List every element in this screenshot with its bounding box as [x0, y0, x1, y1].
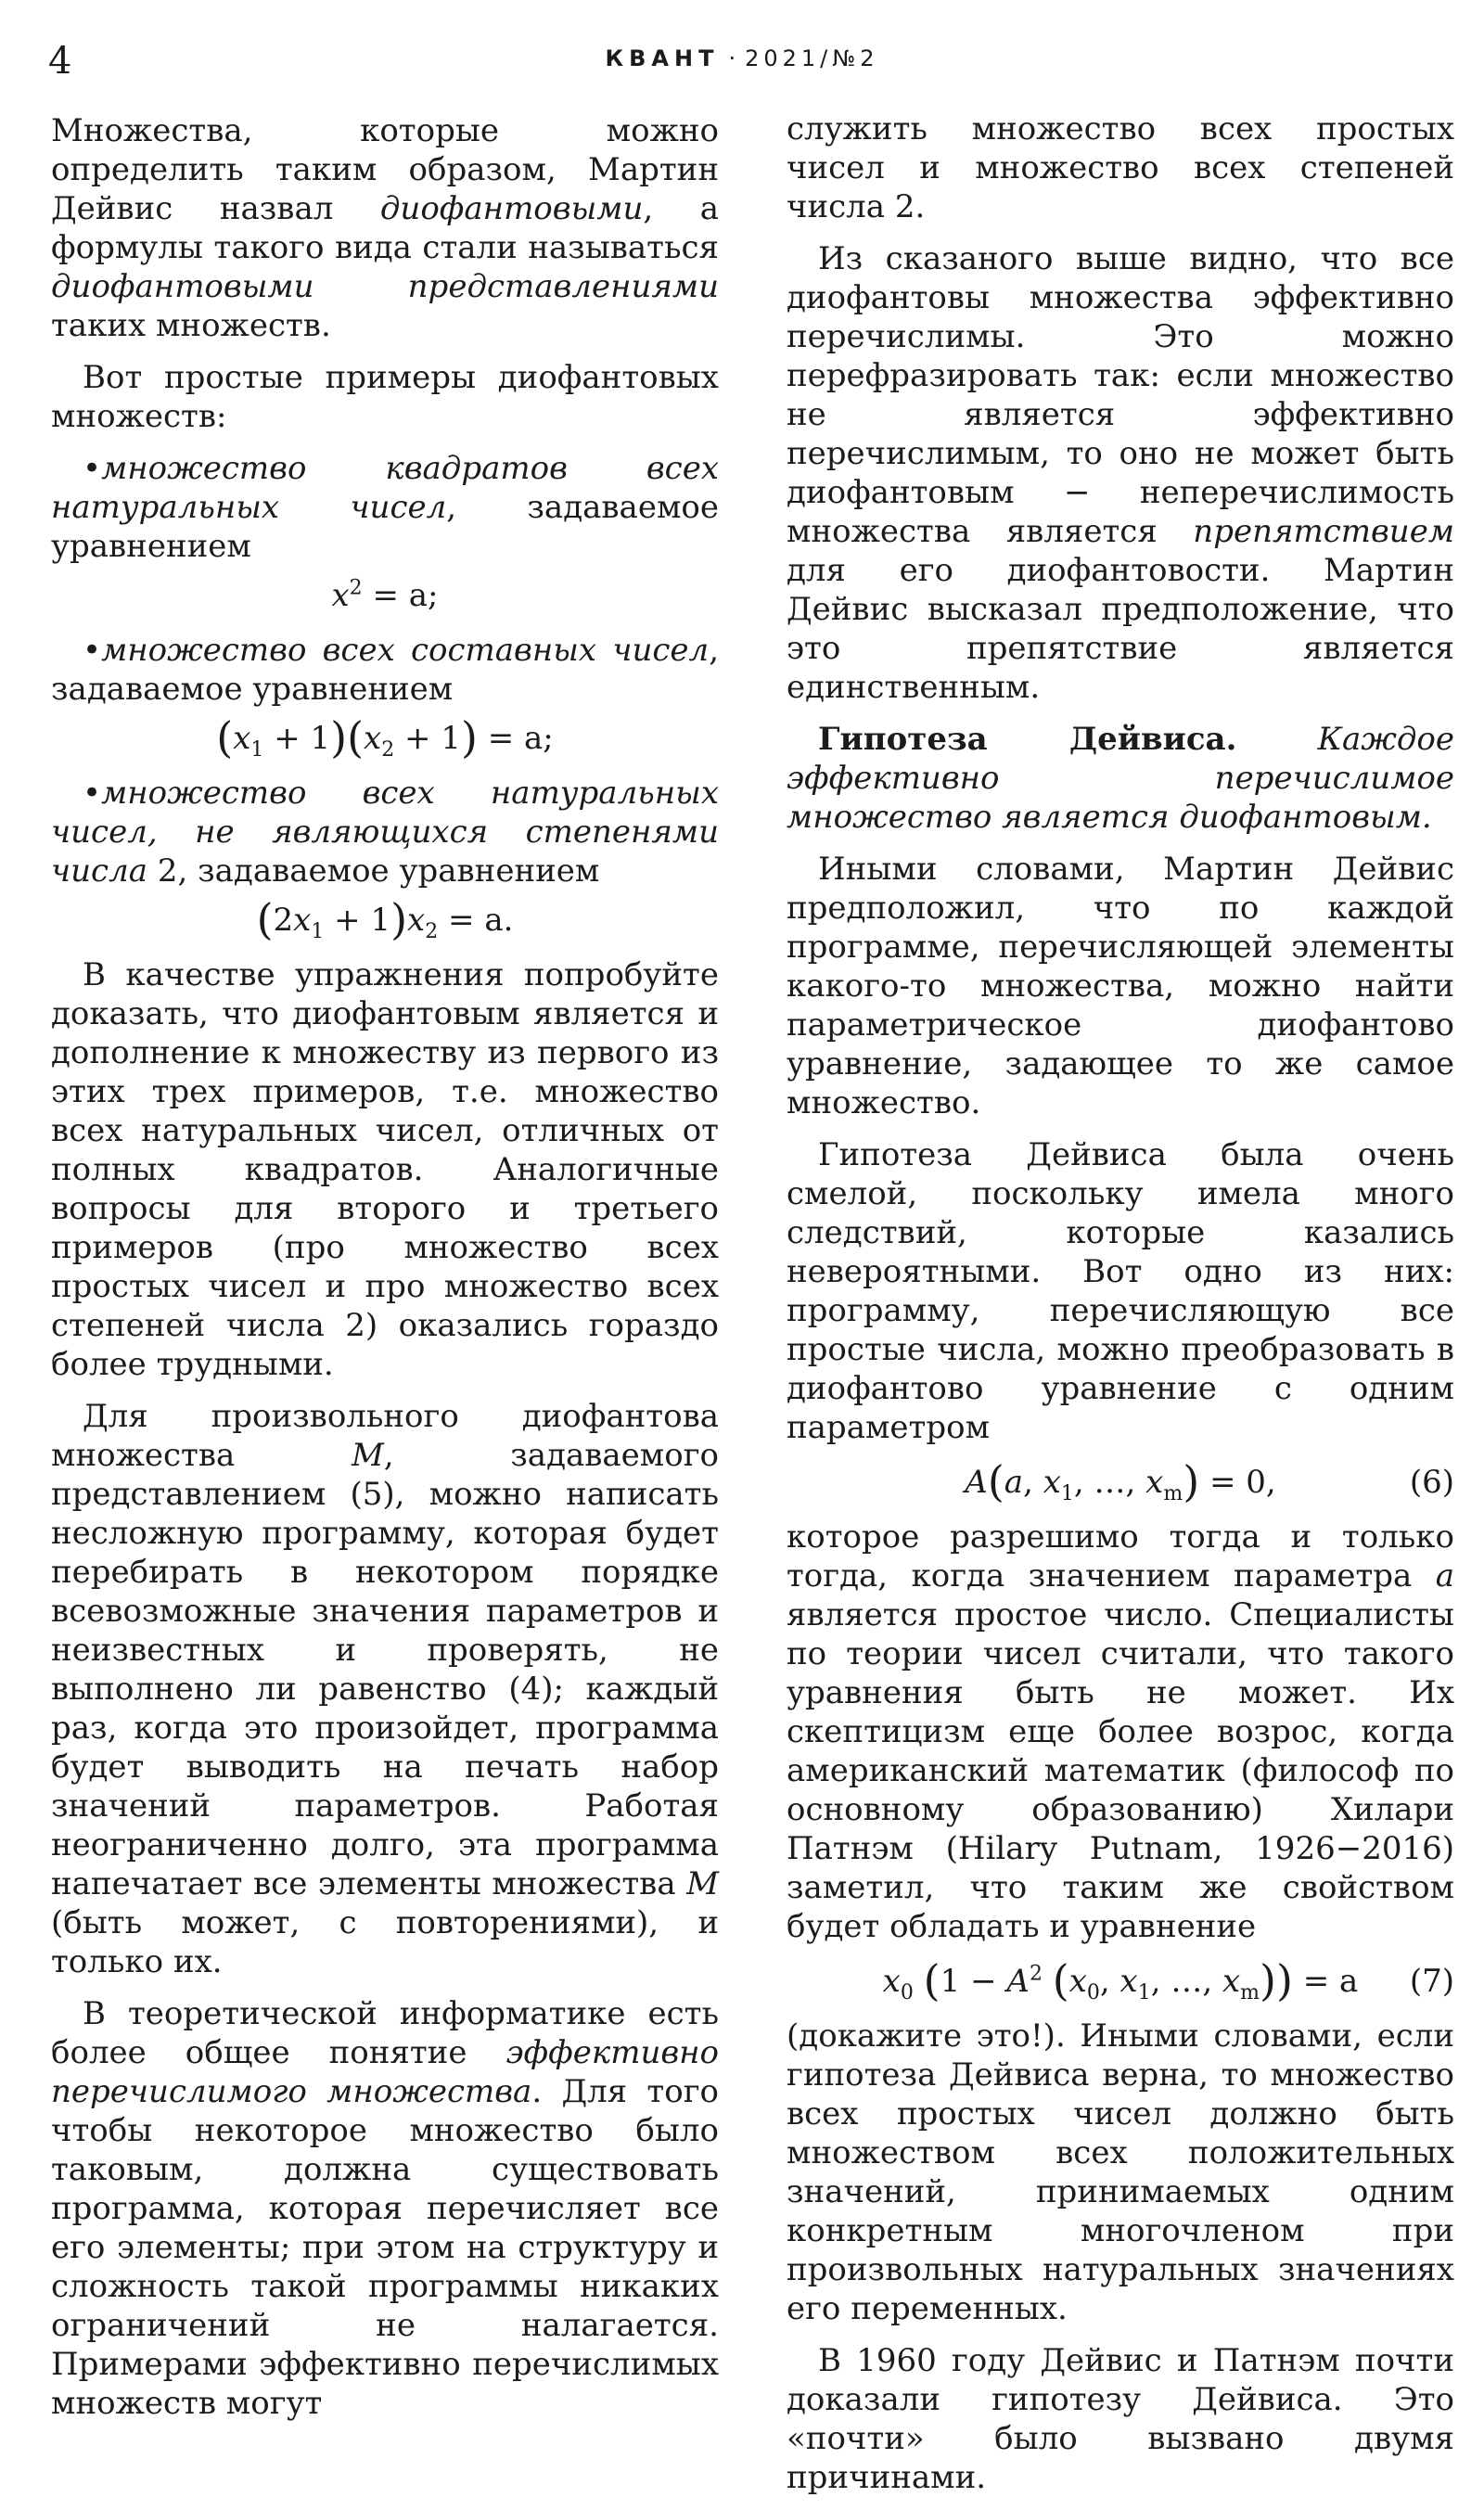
eq-x: x	[331, 577, 350, 614]
eq-x: x	[1119, 1963, 1138, 2000]
paren: )	[330, 712, 348, 762]
journal-name: КВАНТ	[605, 45, 720, 71]
math-var: M	[686, 1865, 719, 1902]
equation-3	[51, 894, 719, 944]
term-italic: множество всех натуральных чисел, не являющихся степенями числа	[51, 775, 719, 890]
text: , задаваемое уравнением	[51, 632, 719, 708]
eq-x: x	[1145, 1464, 1164, 1501]
text: для его диофантовости. Мартин Дейвис высказал предположение, что это препятствие является единственным.	[787, 552, 1454, 706]
eq-sub: 1	[250, 737, 264, 762]
text: Из сказаного выше видно, что все диофантовы множества эффективно перечислимы. Это можно перефразировать так: если множество не является эффективно перечислимым, то оно не может быть диофантовым − неперечислимость множества является	[787, 240, 1454, 550]
paren: (	[256, 894, 274, 944]
paren: (	[216, 712, 234, 762]
equation-number: (7)	[1409, 1963, 1454, 2000]
list-item	[51, 449, 719, 566]
eq-dots: …	[1094, 1464, 1126, 1501]
eq-sub: 1	[311, 919, 325, 943]
term-italic: множество всех составных чисел	[101, 632, 710, 669]
equation-body: A(a, $x_1$, …, $x_m) = 0$,	[965, 1456, 1276, 1506]
eq-A: A	[965, 1464, 988, 1501]
eq-plus: + 1	[274, 720, 331, 757]
eq-sub: 0	[900, 1980, 914, 2004]
paren: (	[347, 712, 365, 762]
math-var: a	[1435, 1557, 1454, 1594]
text: таких множеств.	[51, 307, 331, 344]
text: , задаваемое уравнением	[51, 489, 719, 565]
term-italic: множество квадратов всех натуральных чисел	[51, 450, 719, 526]
eq-sub: m	[1163, 1481, 1183, 1505]
eq-x: x	[882, 1963, 901, 2000]
eq-rest: = a	[1302, 1963, 1359, 2000]
eq-rest: = a;	[487, 720, 554, 757]
hypothesis-title: Гипотеза Дейвиса.	[818, 721, 1237, 758]
eq-exp: 2	[349, 576, 363, 600]
paren: )	[1183, 1456, 1200, 1506]
eq-a: a	[1004, 1464, 1024, 1501]
eq-exp: 2	[1029, 1962, 1043, 1986]
eq-minus: 1 −	[940, 1963, 997, 2000]
bullet: •	[83, 775, 102, 812]
header-separator: ·	[728, 45, 736, 71]
equation-number: (6)	[1409, 1464, 1454, 1501]
paren: (	[987, 1456, 1004, 1506]
paragraph: В 1960 году Дейвис и Патнэм почти доказали гипотезу Дейвиса. Это «почти» было вызвано двумя причинами.	[787, 2342, 1454, 2496]
page-number: 4	[48, 40, 72, 83]
text: . Для того чтобы некоторое множество было таковым, должна существовать программа, которая перечисляет все его элементы; при этом на структуру и сложность такой программы никаких ограничений не налагается. Примерами эффективно перечислимых множеств могут	[51, 2073, 719, 2422]
text: , а формулы такого вида стали называться	[51, 190, 719, 266]
paren: (	[923, 1955, 940, 2005]
eq-A: A	[1006, 1963, 1030, 2000]
term-italic: диофантовыми	[379, 190, 644, 227]
eq-x: x	[364, 720, 382, 757]
bullet: •	[83, 450, 102, 487]
term-italic: диофантовыми представлениями	[51, 268, 719, 305]
text: В теоретической информатике есть более общее понятие	[51, 1995, 719, 2071]
text: , задаваемого представлением (5), можно написать несложную программу, которая будет перебирать в некотором порядке всевозможные значения параметров и неизвестных и проверять, не выполнено ли равенство (4); каждый раз, когда это произойдет, программа будет выводить на печать набор значений параметров. Работая неограниченно долго, эта программа напечатает все элементы множества	[51, 1437, 719, 1902]
paragraph: Гипотеза Дейвиса была очень смелой, поскольку имела много следствий, которые казались невероятными. Вот одно из них: программу, перечисляющую все простые числа, можно преобразовать в диофантово уравнение с одним параметром	[787, 1136, 1454, 1446]
paren: )	[390, 894, 408, 944]
paragraph	[51, 1994, 719, 2423]
eq-x: x	[233, 720, 251, 757]
text: является простое число. Специалисты по теории чисел считали, что такого уравнения быть не может. Их скептицизм еще более возрос, когда американский математик (философ по основному образованию) Хилари Патнэм (Hilary Putnam, 1926−2016) заметил, что таким же свойством будет обладать и уравнение	[787, 1596, 1454, 1945]
eq-sub: m	[1240, 1980, 1260, 2004]
eq-plus: + 1	[334, 902, 391, 939]
math-var: M	[351, 1437, 384, 1474]
paragraph: Вот простые примеры диофантовых множеств:	[51, 359, 719, 435]
equation-body: $x_0$ ($1 - A^2$ ($x_0$, $x_1$, …, $x_m)) = a$	[882, 1955, 1359, 2005]
text: которое разрешимо тогда и только тогда, когда значением параметра	[787, 1518, 1454, 1594]
eq-x: x	[1043, 1464, 1061, 1501]
issue-number: 2021/№2	[745, 45, 879, 71]
paragraph: В качестве упражнения попробуйте доказать, что диофантовым является и дополнение к множеству из первого из этих трех примеров, т.е. множество всех натуральных чисел, отличных от полных квадратов. Аналогичные вопросы для второго и третьего примеров (про множество всех простых чисел и про множество всех степеней числа 2) оказались гораздо более трудными.	[51, 956, 719, 1383]
text: , задаваемое уравнением	[177, 852, 600, 890]
text: (быть может, с повторениями), и только их.	[51, 1904, 719, 1980]
right-column	[787, 109, 1454, 2510]
eq-sub: 2	[381, 737, 395, 762]
eq-plus: + 1	[404, 720, 461, 757]
equation-1	[51, 573, 719, 618]
page-header	[0, 0, 1484, 93]
term-italic: препятствием	[1193, 513, 1455, 550]
hypothesis	[787, 720, 1454, 837]
eq-sub: 0	[1086, 1980, 1100, 2004]
list-item	[51, 631, 719, 709]
paren: )	[1275, 1955, 1293, 2005]
equation-6	[787, 1456, 1454, 1506]
paragraph	[787, 239, 1454, 707]
hypothesis-statement: Каждое эффективно перечислимое множество является диофантовым.	[787, 721, 1455, 836]
text: 2	[147, 852, 178, 890]
term-italic: эффективно перечислимого множества	[51, 2034, 719, 2110]
paren: (	[1052, 1955, 1069, 2005]
paragraph	[787, 1518, 1454, 1946]
eq-coef: 2	[273, 902, 294, 939]
eq-sub: 1	[1137, 1980, 1151, 2004]
eq-sub: 2	[425, 919, 439, 943]
eq-x: x	[1222, 1963, 1241, 2000]
equation-2	[51, 712, 719, 762]
text: Множества, которые можно определить таким образом, Мартин Дейвис назвал	[51, 112, 719, 227]
paragraph: (докажите это!). Иными словами, если гипотеза Дейвиса верна, то множество всех простых чисел должно быть множеством всех положительных значений, принимаемых одним конкретным многочленом при произвольных натуральных значениях его переменных.	[787, 2017, 1454, 2327]
bullet: •	[83, 632, 102, 669]
paragraph	[51, 1397, 719, 1981]
eq-x: x	[1068, 1963, 1087, 2000]
eq-x: x	[293, 902, 312, 939]
running-title	[0, 45, 1484, 72]
equation-7	[787, 1955, 1454, 2005]
paren: )	[460, 712, 478, 762]
paragraph: служить множество всех простых чисел и множество всех степеней числа 2.	[787, 110, 1454, 225]
eq-sub: 1	[1060, 1481, 1074, 1505]
paragraph: Иными словами, Мартин Дейвис предположил, что по каждой программе, перечисляющей элементы какого-то множества, можно найти параметрическое диофантово уравнение, задающее то же самое множество.	[787, 851, 1454, 1121]
paren: )	[1260, 1955, 1276, 2005]
list-item	[51, 774, 719, 890]
left-column	[51, 111, 719, 2436]
text: Для произвольного диофантова множества	[51, 1398, 719, 1474]
eq-rest: = 0,	[1209, 1464, 1276, 1501]
eq-dots: …	[1171, 1963, 1203, 2000]
paragraph	[51, 111, 719, 345]
eq-x: x	[407, 902, 426, 939]
eq-rest: = a;	[372, 577, 439, 614]
eq-rest: = a.	[448, 902, 514, 939]
